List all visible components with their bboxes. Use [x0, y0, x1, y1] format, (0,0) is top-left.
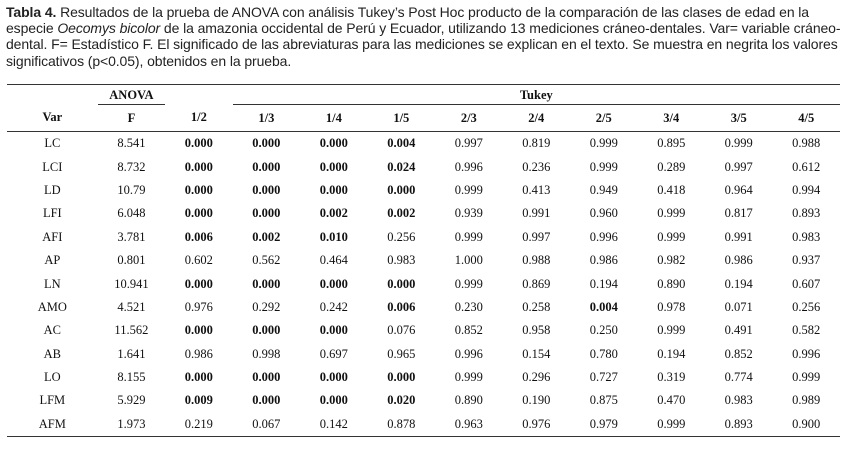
- table-cell: 0.154: [522, 346, 551, 361]
- table-cell: 0.727: [589, 370, 618, 385]
- table-cell: 3.781: [117, 229, 146, 244]
- table-cell: 0.982: [657, 253, 686, 268]
- table-cell: 0.230: [454, 299, 483, 314]
- table-cell: 0.002: [319, 206, 348, 221]
- table-cell: 0.817: [724, 206, 753, 221]
- table-cell: 0.006: [184, 229, 213, 244]
- row-variable: LN: [43, 276, 61, 291]
- table-cell: 0.002: [387, 206, 416, 221]
- table-cell: 8.155: [117, 370, 146, 385]
- table-cell: 0.997: [454, 136, 483, 151]
- table-cell: 0.996: [589, 229, 618, 244]
- table-cell: 0.983: [724, 393, 753, 408]
- table-row: [7, 202, 840, 225]
- table-cell: 0.296: [522, 370, 551, 385]
- table-row: [7, 343, 840, 366]
- column-header: 1/5: [368, 105, 435, 132]
- table-cell: 0.878: [368, 413, 435, 437]
- table-cell: 0.000: [387, 370, 416, 385]
- table-cell: 0.999: [589, 136, 618, 151]
- table-cell: 0.009: [184, 393, 213, 408]
- table-cell: 0.000: [319, 323, 348, 338]
- row-variable: AFM: [7, 413, 98, 437]
- table-cell: 6.048: [117, 206, 146, 221]
- table-cell: 0.000: [252, 206, 281, 221]
- table-row: [7, 155, 840, 178]
- table-cell: 0.979: [570, 413, 637, 437]
- table-cell: 0.004: [589, 299, 618, 314]
- table-cell: 0.983: [387, 253, 416, 268]
- table-cell: 1.641: [117, 346, 146, 361]
- table-row: [7, 413, 840, 437]
- table-cell: 4.521: [117, 299, 146, 314]
- table-cell: 0.999: [638, 413, 705, 437]
- row-variable: AB: [43, 346, 61, 361]
- column-header: 2/3: [435, 105, 502, 132]
- table-cell: 0.194: [724, 276, 753, 291]
- table-row: [7, 319, 840, 342]
- row-variable: AC: [43, 323, 61, 338]
- table-cell: 0.999: [454, 229, 483, 244]
- column-header: 1/4: [300, 105, 367, 132]
- table-cell: 0.890: [657, 276, 686, 291]
- table-cell: 0.142: [300, 413, 367, 437]
- table-cell: 0.194: [657, 346, 686, 361]
- table-cell: 0.000: [387, 276, 416, 291]
- table-cell: 0.819: [522, 136, 551, 151]
- table-cell: 0.000: [252, 276, 281, 291]
- table-row: [7, 389, 840, 412]
- table-cell: 0.289: [657, 159, 686, 174]
- column-header: Var: [7, 105, 98, 132]
- table-cell: 0.900: [772, 413, 840, 437]
- table-cell: 0.986: [184, 346, 213, 361]
- table-cell: 0.697: [319, 346, 348, 361]
- table-cell: 1.973: [98, 413, 165, 437]
- table-cell: 0.949: [589, 182, 618, 197]
- table-cell: 0.976: [503, 413, 570, 437]
- row-variable: AFI: [42, 229, 63, 244]
- column-header: 3/4: [638, 105, 705, 132]
- table-cell: 0.999: [454, 370, 483, 385]
- table-cell: 0.893: [705, 413, 772, 437]
- table-cell: 0.986: [589, 253, 618, 268]
- table-cell: 0.602: [184, 253, 213, 268]
- table-cell: 0.963: [435, 413, 502, 437]
- table-cell: 0.999: [792, 370, 821, 385]
- table-cell: 0.986: [724, 253, 753, 268]
- table-row: [7, 249, 840, 272]
- table-cell: 0.319: [657, 370, 686, 385]
- row-variable: LD: [43, 182, 61, 197]
- table-cell: 0.852: [724, 346, 753, 361]
- row-variable: LFM: [39, 393, 66, 408]
- row-variable: LFI: [42, 206, 62, 221]
- table-cell: 0.000: [319, 370, 348, 385]
- row-variable: LCI: [42, 159, 63, 174]
- table-caption: [6, 4, 846, 69]
- table-cell: 0.999: [724, 136, 753, 151]
- table-cell: 0.000: [252, 323, 281, 338]
- table-cell: 0.004: [387, 136, 416, 151]
- table-cell: 0.976: [184, 299, 213, 314]
- table-cell: 0.067: [233, 413, 300, 437]
- table-cell: 0.774: [724, 370, 753, 385]
- table-cell: 0.000: [252, 182, 281, 197]
- table-cell: 0.958: [522, 323, 551, 338]
- table-cell: 0.869: [522, 276, 551, 291]
- table-cell: 0.978: [657, 299, 686, 314]
- column-header: 2/5: [570, 105, 637, 132]
- table-cell: 0.190: [522, 393, 551, 408]
- table-cell: 0.994: [792, 182, 821, 197]
- table-cell: 0.937: [792, 253, 821, 268]
- table-cell: 0.418: [657, 182, 686, 197]
- anova-header: ANOVA: [98, 86, 165, 105]
- table-cell: 0.852: [454, 323, 483, 338]
- table-cell: 0.964: [724, 182, 753, 197]
- table-cell: 0.988: [792, 136, 821, 151]
- tukey-header: Tukey: [233, 86, 840, 105]
- table-cell: 0.242: [319, 299, 348, 314]
- table-cell: 0.000: [184, 370, 213, 385]
- table-cell: 0.071: [724, 299, 753, 314]
- table-cell: 0.996: [454, 346, 483, 361]
- table-row: [7, 226, 840, 249]
- table-cell: 10.79: [117, 182, 146, 197]
- table-cell: 0.000: [319, 136, 348, 151]
- table-cell: 0.000: [319, 276, 348, 291]
- caption-text-1: Resultados de la prueba de ANOVA con análisis Tukey’s Post Hoc producto de la comparación de las clases de edad en la especie: [6, 4, 809, 37]
- column-header: 1/2: [165, 105, 232, 132]
- table-cell: 0.983: [792, 229, 821, 244]
- table-cell: 0.000: [252, 370, 281, 385]
- table-cell: 0.002: [252, 229, 281, 244]
- table-cell: 0.000: [319, 393, 348, 408]
- row-variable: LO: [43, 370, 61, 385]
- table-cell: 0.780: [589, 346, 618, 361]
- table-cell: 0.939: [454, 206, 483, 221]
- table-cell: 0.000: [184, 159, 213, 174]
- table-cell: 0.999: [454, 276, 483, 291]
- table-cell: 8.732: [117, 159, 146, 174]
- column-header: 2/4: [503, 105, 570, 132]
- row-variable: LC: [44, 136, 61, 151]
- table-cell: 0.989: [792, 393, 821, 408]
- caption-text-2: de la amazonia occidental de Perú y Ecuador, utilizando 13 mediciones cráneo-dentales. Var= variable cráneo- dental. F= Estadístico F. El significado de las abreviaturas para las mediciones se explican en el texto. Se muestra en negrita los valores significativos (p<0.05), obtenidos en la prueba.: [6, 20, 841, 69]
- table-cell: 0.999: [657, 206, 686, 221]
- table-cell: 8.541: [117, 136, 146, 151]
- table-cell: 0.890: [454, 393, 483, 408]
- table-cell: 0.000: [184, 206, 213, 221]
- table-row: [7, 296, 840, 319]
- table-cell: 0.996: [792, 346, 821, 361]
- table-cell: 0.024: [387, 159, 416, 174]
- table-cell: 0.999: [657, 229, 686, 244]
- table-top-rule: [7, 84, 840, 85]
- table-cell: 0.998: [252, 346, 281, 361]
- table-cell: 0.236: [522, 159, 551, 174]
- table-cell: 0.999: [657, 323, 686, 338]
- table-body: [7, 132, 840, 437]
- table-cell: 0.999: [589, 159, 618, 174]
- table-cell: 0.895: [657, 136, 686, 151]
- column-header-row: [7, 105, 840, 132]
- table-cell: 0.000: [319, 182, 348, 197]
- table-cell: 0.219: [165, 413, 232, 437]
- table-cell: 0.991: [724, 229, 753, 244]
- table-cell: 5.929: [117, 393, 146, 408]
- column-header: F: [98, 105, 165, 132]
- table-row: [7, 179, 840, 202]
- table-cell: 0.256: [792, 299, 821, 314]
- table-cell: 0.000: [252, 159, 281, 174]
- table-cell: 0.258: [522, 299, 551, 314]
- table-cell: 0.801: [117, 253, 146, 268]
- table-cell: 0.965: [387, 346, 416, 361]
- table-cell: 0.000: [184, 136, 213, 151]
- row-variable: AMO: [37, 299, 67, 314]
- caption-species: Oecomys bicolor: [57, 20, 161, 37]
- table-cell: 0.000: [252, 393, 281, 408]
- table-cell: 0.000: [319, 159, 348, 174]
- table-cell: 0.582: [792, 323, 821, 338]
- table-cell: 0.875: [589, 393, 618, 408]
- table-cell: 1.000: [454, 253, 483, 268]
- table-cell: 0.464: [319, 253, 348, 268]
- table-cell: 0.999: [454, 182, 483, 197]
- table-cell: 0.010: [319, 229, 348, 244]
- column-header: 3/5: [705, 105, 772, 132]
- table-cell: 0.997: [522, 229, 551, 244]
- table-cell: 0.194: [589, 276, 618, 291]
- table-cell: 0.988: [522, 253, 551, 268]
- table-cell: 0.000: [184, 182, 213, 197]
- table-cell: 0.256: [387, 229, 416, 244]
- table-cell: 0.000: [184, 323, 213, 338]
- row-variable: AP: [44, 253, 61, 268]
- anova-tukey-table: [7, 86, 840, 437]
- table-cell: 0.960: [589, 206, 618, 221]
- column-header: 4/5: [772, 105, 840, 132]
- caption-label: Tabla 4.: [6, 4, 57, 20]
- table-cell: 0.997: [724, 159, 753, 174]
- table-cell: 0.020: [387, 393, 416, 408]
- table-cell: 0.292: [252, 299, 281, 314]
- table-cell: 0.006: [387, 299, 416, 314]
- table-cell: 0.562: [252, 253, 281, 268]
- table-cell: 0.000: [184, 276, 213, 291]
- table-cell: 11.562: [114, 323, 149, 338]
- table-cell: 0.612: [792, 159, 821, 174]
- group-header-row: [7, 86, 840, 105]
- table-cell: 0.413: [522, 182, 551, 197]
- table-cell: 0.491: [724, 323, 753, 338]
- table-cell: 0.607: [792, 276, 821, 291]
- table-row: [7, 366, 840, 389]
- table-cell: 0.893: [792, 206, 821, 221]
- table-cell: 0.996: [454, 159, 483, 174]
- table-row: [7, 132, 840, 156]
- column-header: 1/3: [233, 105, 300, 132]
- table-cell: 0.000: [387, 182, 416, 197]
- table-cell: 0.000: [252, 136, 281, 151]
- table-cell: 0.250: [589, 323, 618, 338]
- table-cell: 0.076: [387, 323, 416, 338]
- table-cell: 0.991: [522, 206, 551, 221]
- table-cell: 10.941: [114, 276, 149, 291]
- table-row: [7, 272, 840, 295]
- table-cell: 0.470: [657, 393, 686, 408]
